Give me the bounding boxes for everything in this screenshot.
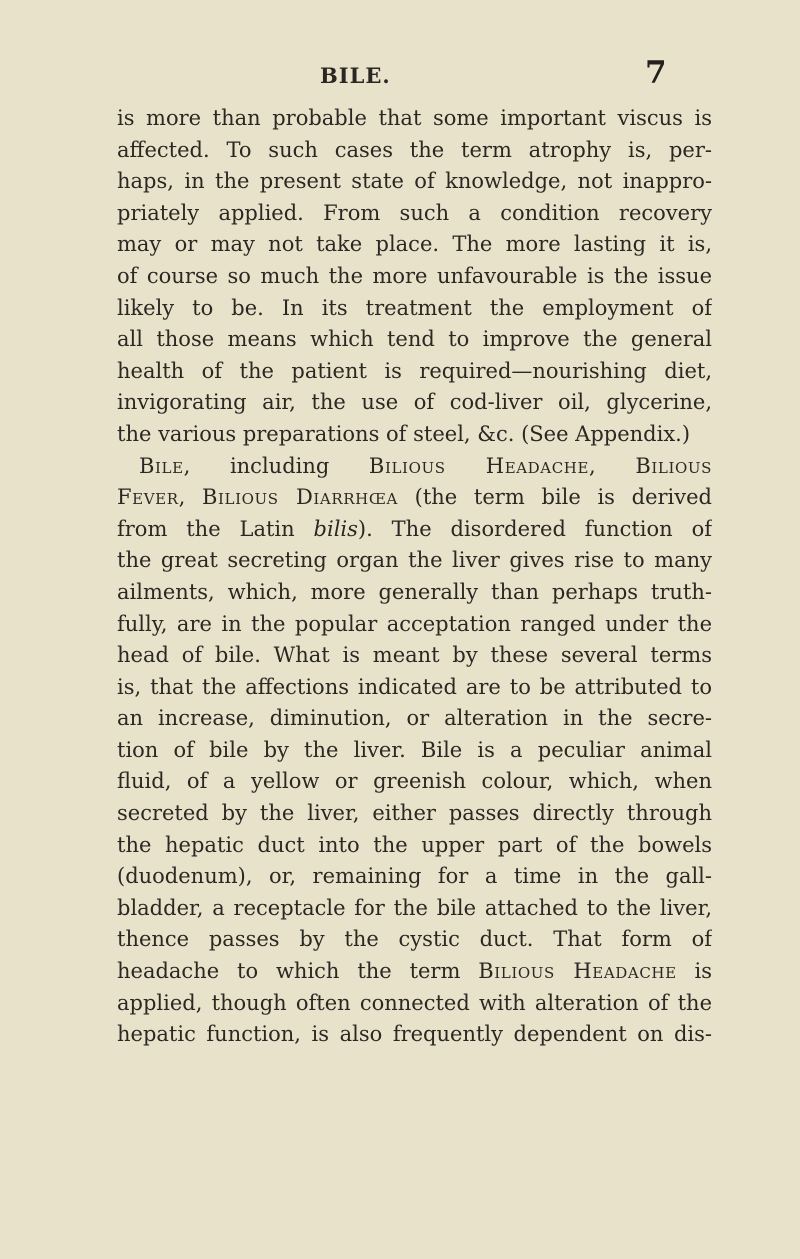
page-number: 7 [645, 55, 667, 91]
text-line: fluid, of a yellow or greenish colour, which, when [117, 769, 712, 794]
text-line: haps, in the present state of knowledge, not inappro- [117, 169, 712, 194]
text-line: headache to which the term Bilious Headache is [117, 959, 712, 984]
text-line: fully, are in the popular acceptation ranged under the [117, 611, 712, 636]
text-line: head of bile. What is meant by these several terms [117, 643, 712, 668]
text-line: from the Latin bilis). The disordered function of [117, 516, 712, 541]
entry-heading-bilious: Bilious [635, 453, 712, 478]
text-line: the great secreting organ the liver gives rise to many [117, 548, 712, 573]
text-line: bladder, a receptacle for the bile attached to the liver, [117, 895, 712, 920]
entry-heading-bilious-headache: Bilious Headache [368, 453, 590, 478]
text-line: an increase, diminution, or alteration in the secre- [117, 706, 712, 731]
text-line: tion of bile by the liver. Bile is a peculiar animal [117, 737, 712, 762]
text-line: hepatic function, is also frequently dependent on dis- [117, 1022, 712, 1047]
text-line: the various preparations of steel, &c. (See Appendix.) [117, 421, 691, 446]
body-text [117, 103, 712, 1051]
entry-heading-bilious-diarrhoea: Bilious Diarrhœa [202, 485, 398, 510]
text-line: ailments, which, more generally than perhaps truth- [117, 579, 712, 604]
text-line: likely to be. In its treatment the employment of [117, 295, 712, 320]
text-line: Fever, Bilious Diarrhœa (the term bile is derived [117, 485, 712, 510]
text-line-entry-start: Bile, including Bilious Headache, Bilious [139, 453, 712, 478]
text-line: health of the patient is required—nourishing diet, [117, 358, 712, 383]
running-head [0, 55, 800, 95]
entry-heading-bile: Bile [139, 453, 184, 478]
entry-heading-fever: Fever [117, 485, 179, 510]
text-line: secreted by the liver, either passes directly through [117, 801, 712, 826]
term-bilious-headache: Bilious Headache [478, 959, 677, 984]
text-line: thence passes by the cystic duct. That form of [117, 927, 712, 952]
text-line: affected. To such cases the term atrophy is, per- [117, 137, 712, 162]
text-line: is more than probable that some important viscus is [117, 106, 712, 130]
text-line: all those means which tend to improve the general [117, 327, 712, 352]
text-line: of course so much the more unfavourable is the issue [117, 263, 712, 288]
text-line: (duodenum), or, remaining for a time in the gall- [117, 864, 712, 889]
running-head-title: BILE. [320, 63, 391, 88]
text-line: applied, though often connected with alteration of the [117, 990, 712, 1015]
text-line: may or may not take place. The more lasting it is, [117, 232, 712, 257]
text-line: priately applied. From such a condition recovery [117, 200, 712, 225]
text-line: invigorating air, the use of cod-liver oil, glycerine, [117, 390, 712, 415]
text-line: the hepatic duct into the upper part of the bowels [117, 832, 712, 857]
text-line: is, that the affections indicated are to be attributed to [117, 674, 712, 699]
latin-term: bilis [313, 516, 358, 541]
